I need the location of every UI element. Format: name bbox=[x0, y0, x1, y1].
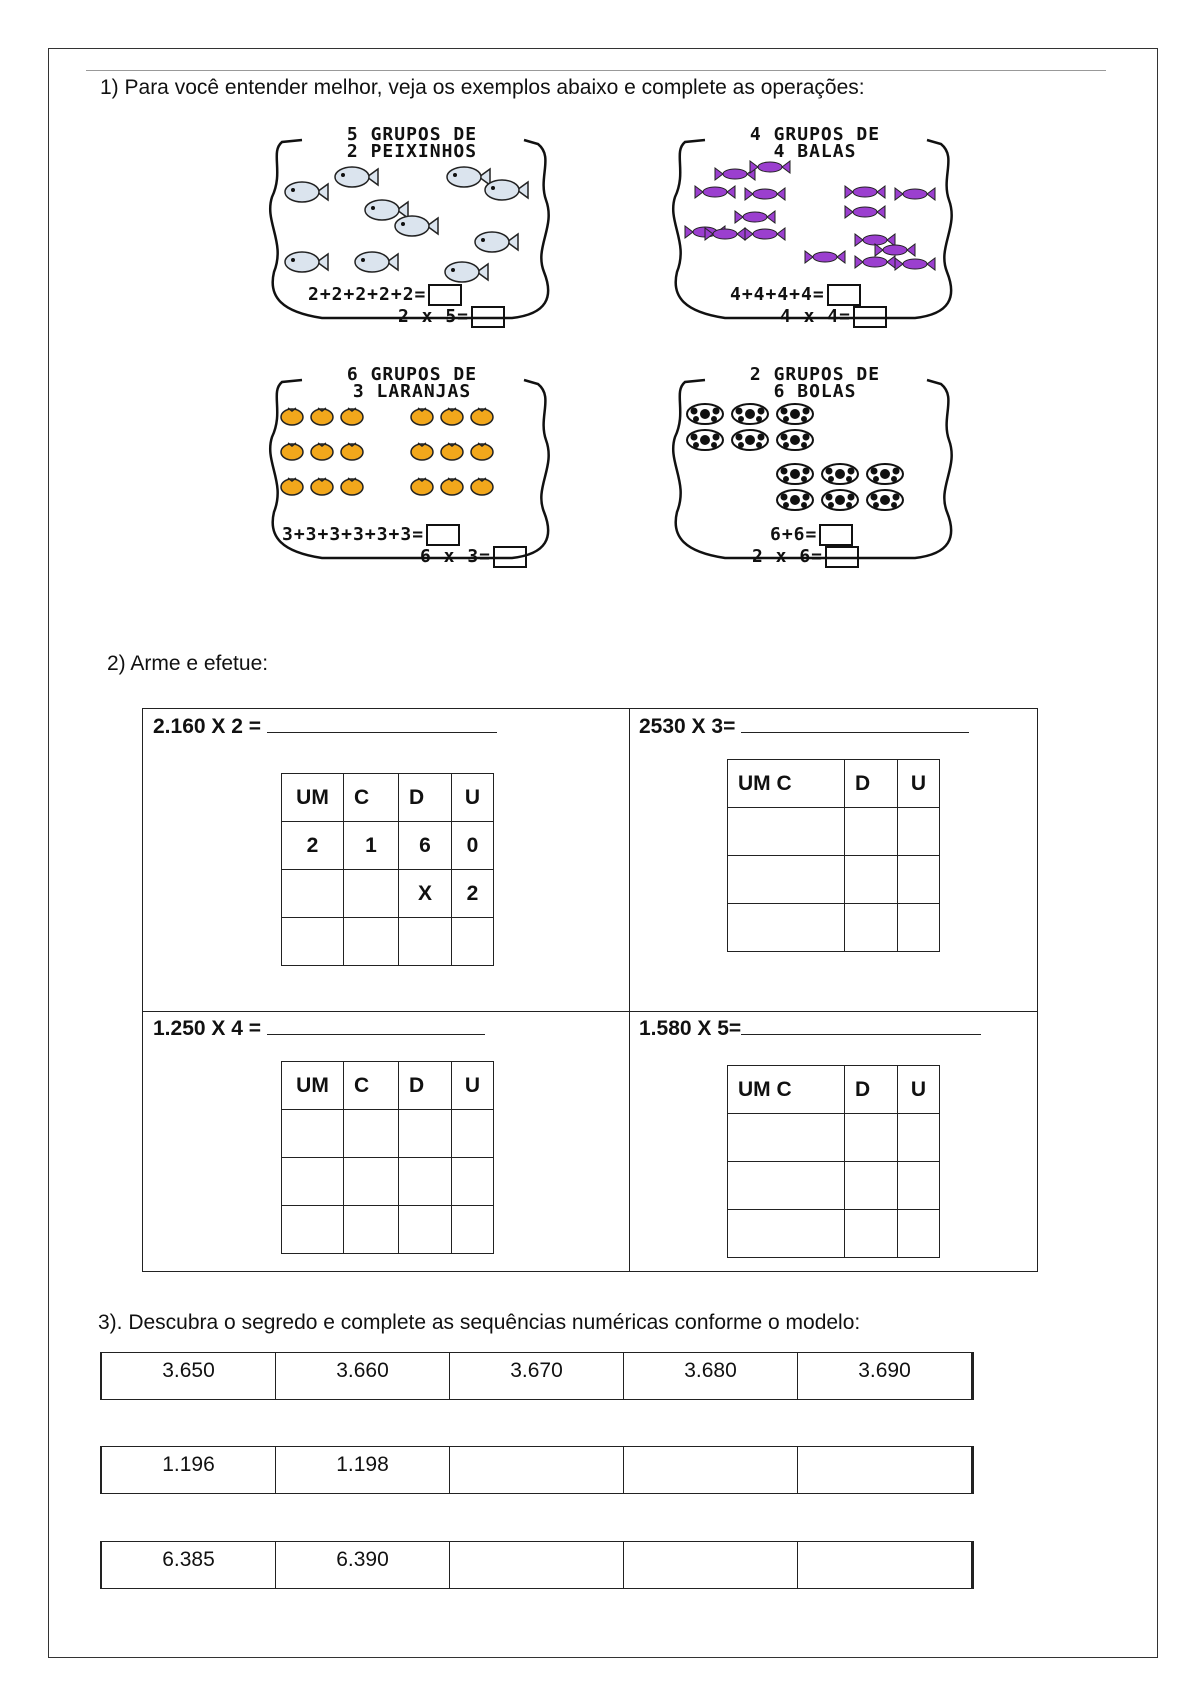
cell[interactable] bbox=[728, 1210, 845, 1258]
sequence-cell: 6.390 bbox=[276, 1542, 450, 1588]
soccer-ball-icon bbox=[822, 464, 858, 484]
grid-vertical-divider bbox=[629, 709, 630, 1271]
candy-icon bbox=[895, 258, 935, 270]
sequence-cell: 1.196 bbox=[102, 1447, 276, 1493]
sequence-cell: 1.198 bbox=[276, 1447, 450, 1493]
cell[interactable] bbox=[845, 808, 898, 856]
sequence-cell[interactable] bbox=[624, 1447, 798, 1493]
cell[interactable] bbox=[728, 1114, 845, 1162]
sum-equation bbox=[308, 284, 462, 306]
candy-icon bbox=[715, 168, 755, 180]
sequence-cell: 6.385 bbox=[102, 1542, 276, 1588]
soccer-ball-icon bbox=[867, 490, 903, 510]
cell[interactable] bbox=[898, 808, 940, 856]
equation-text: 6+6= bbox=[770, 524, 818, 545]
cell[interactable] bbox=[845, 1210, 898, 1258]
panel-title-line-2: 3 LARANJAS bbox=[352, 381, 472, 402]
equation-text: 2 x 6= bbox=[752, 546, 824, 567]
cell[interactable] bbox=[728, 1162, 845, 1210]
exercise-2-label: 2530 X 3= bbox=[639, 715, 969, 739]
sequence-cell: 3.680 bbox=[624, 1353, 798, 1399]
orange-icon bbox=[441, 443, 463, 460]
cell[interactable] bbox=[845, 904, 898, 952]
cell[interactable] bbox=[344, 1158, 399, 1206]
equation-text: 4+4+4+4= bbox=[730, 284, 825, 305]
equation-text: 6 x 3= bbox=[420, 546, 492, 567]
orange-icon bbox=[281, 443, 303, 460]
cell[interactable] bbox=[344, 1110, 399, 1158]
sequence-cell[interactable] bbox=[798, 1447, 971, 1493]
candy-icon bbox=[745, 188, 785, 200]
header-u: U bbox=[452, 774, 494, 822]
answer-box[interactable] bbox=[493, 546, 527, 568]
exercise-3-label: 1.250 X 4 = bbox=[153, 1017, 485, 1041]
candy-icon bbox=[805, 251, 845, 263]
answer-box[interactable] bbox=[471, 306, 505, 328]
sum-equation bbox=[730, 284, 861, 306]
equation-text: 4 x 4= bbox=[780, 306, 852, 327]
exercise-4-table bbox=[727, 1065, 940, 1258]
orange-icon bbox=[411, 478, 433, 495]
cell[interactable] bbox=[399, 1206, 452, 1254]
sequence-row-1 bbox=[100, 1352, 974, 1400]
sequence-cell[interactable] bbox=[450, 1542, 624, 1588]
cell[interactable] bbox=[282, 870, 344, 918]
answer-line[interactable] bbox=[267, 1034, 485, 1035]
cell[interactable] bbox=[344, 870, 399, 918]
candy-icon bbox=[845, 206, 885, 218]
answer-box[interactable] bbox=[825, 546, 859, 568]
candy-icon bbox=[735, 211, 775, 223]
orange-icon bbox=[311, 408, 333, 425]
candy-icon bbox=[695, 186, 735, 198]
cell[interactable] bbox=[898, 1162, 940, 1210]
multiplication-equation bbox=[752, 546, 859, 568]
cell[interactable] bbox=[845, 856, 898, 904]
sequence-cell[interactable] bbox=[450, 1447, 624, 1493]
header-c: C bbox=[344, 774, 399, 822]
cell[interactable] bbox=[399, 1158, 452, 1206]
answer-box[interactable] bbox=[428, 284, 462, 306]
cell[interactable] bbox=[282, 918, 344, 966]
cell[interactable] bbox=[452, 918, 494, 966]
sum-equation bbox=[282, 524, 460, 546]
header-d: D bbox=[845, 760, 898, 808]
sequence-cell[interactable] bbox=[624, 1542, 798, 1588]
question-3-title: 3). Descubra o segredo e complete as sequências numéricas conforme o modelo: bbox=[98, 1311, 861, 1334]
header-u: U bbox=[452, 1062, 494, 1110]
candy-icon bbox=[750, 161, 790, 173]
soccer-ball-icon bbox=[687, 404, 723, 424]
answer-box[interactable] bbox=[853, 306, 887, 328]
cell[interactable] bbox=[282, 1158, 344, 1206]
answer-line[interactable] bbox=[741, 732, 969, 733]
panel-title bbox=[665, 126, 965, 160]
soccer-ball-icon bbox=[822, 490, 858, 510]
exercise-4-label: 1.580 X 5= bbox=[639, 1017, 981, 1041]
cell[interactable] bbox=[282, 1110, 344, 1158]
header-rule bbox=[86, 70, 1106, 71]
header-u: U bbox=[898, 760, 940, 808]
exercise-grid bbox=[142, 708, 1038, 1272]
candy-icon bbox=[845, 186, 885, 198]
sequence-row-2 bbox=[100, 1446, 974, 1494]
header-c: C bbox=[344, 1062, 399, 1110]
soccer-ball-icon bbox=[732, 404, 768, 424]
header-um: UM bbox=[282, 1062, 344, 1110]
sequence-row-3 bbox=[100, 1541, 974, 1589]
question-1-title: 1) Para você entender melhor, veja os exemplos abaixo e complete as operações: bbox=[100, 76, 865, 99]
multiplication-equation bbox=[780, 306, 887, 328]
fish-icon bbox=[365, 200, 408, 220]
orange-icon bbox=[281, 478, 303, 495]
candy-icon bbox=[875, 244, 915, 256]
candy-icon bbox=[895, 188, 935, 200]
cell[interactable] bbox=[344, 918, 399, 966]
orange-icon bbox=[341, 443, 363, 460]
header-d: D bbox=[399, 1062, 452, 1110]
soccer-ball-icon bbox=[777, 490, 813, 510]
multiplication-equation bbox=[398, 306, 505, 328]
sequence-cell: 3.650 bbox=[102, 1353, 276, 1399]
soccer-ball-icon bbox=[777, 464, 813, 484]
candy-icon bbox=[745, 228, 785, 240]
sum-equation bbox=[770, 524, 853, 546]
cell[interactable]: 2 bbox=[282, 822, 344, 870]
fish-icon bbox=[485, 180, 528, 200]
equation-text: 2 x 5= bbox=[398, 306, 470, 327]
cell[interactable] bbox=[452, 1206, 494, 1254]
cell[interactable] bbox=[728, 808, 845, 856]
grid-horizontal-divider bbox=[143, 1011, 1037, 1012]
header-um: UM bbox=[282, 774, 344, 822]
cell[interactable] bbox=[728, 856, 845, 904]
soccer-ball-icon bbox=[732, 430, 768, 450]
cell[interactable] bbox=[282, 1206, 344, 1254]
orange-icon bbox=[411, 443, 433, 460]
panel-title-line-2: 2 PEIXINHOS bbox=[346, 141, 478, 162]
orange-icon bbox=[441, 408, 463, 425]
sequence-cell: 3.660 bbox=[276, 1353, 450, 1399]
orange-icon bbox=[471, 478, 493, 495]
panel-title bbox=[665, 366, 965, 400]
fish-icon bbox=[285, 182, 328, 202]
multiplication-equation bbox=[420, 546, 527, 568]
fish-icon bbox=[285, 252, 328, 272]
cell[interactable]: X bbox=[399, 870, 452, 918]
soccer-ball-icon bbox=[867, 464, 903, 484]
cell[interactable] bbox=[898, 1114, 940, 1162]
header-d: D bbox=[845, 1066, 898, 1114]
panel-title-line-1: 5 GRUPOS DE bbox=[346, 124, 478, 145]
equation-text: 3+3+3+3+3+3= bbox=[282, 524, 425, 545]
panel-title-line-1: 2 GRUPOS DE bbox=[749, 364, 881, 385]
exercise-2-table bbox=[727, 759, 940, 952]
orange-icon bbox=[311, 478, 333, 495]
soccer-ball-icon bbox=[687, 430, 723, 450]
orange-icon bbox=[471, 408, 493, 425]
fish-icon bbox=[335, 167, 378, 187]
cell[interactable] bbox=[399, 1110, 452, 1158]
fish-icon bbox=[355, 252, 398, 272]
question-2-title: 2) Arme e efetue: bbox=[107, 652, 269, 675]
panel-title-line-1: 4 GRUPOS DE bbox=[749, 124, 881, 145]
cell[interactable] bbox=[728, 904, 845, 952]
panel-title-line-2: 4 BALAS bbox=[773, 141, 857, 162]
soccer-ball-icon bbox=[777, 430, 813, 450]
cell[interactable]: 2 bbox=[452, 870, 494, 918]
fish-icon bbox=[445, 262, 488, 282]
fish-icon bbox=[395, 216, 438, 236]
answer-box[interactable] bbox=[426, 524, 460, 546]
header-um-c: UM C bbox=[728, 1066, 845, 1114]
answer-box[interactable] bbox=[819, 524, 853, 546]
cell[interactable] bbox=[898, 856, 940, 904]
exercise-1-label: 2.160 X 2 = bbox=[153, 715, 497, 739]
panel-title bbox=[262, 126, 562, 160]
cell[interactable] bbox=[344, 1206, 399, 1254]
answer-line[interactable] bbox=[741, 1034, 981, 1035]
orange-icon bbox=[471, 443, 493, 460]
panel-title bbox=[262, 366, 562, 400]
exercise-3-table bbox=[281, 1061, 494, 1254]
fish-icon bbox=[475, 232, 518, 252]
orange-icon bbox=[281, 408, 303, 425]
header-u: U bbox=[898, 1066, 940, 1114]
orange-icon bbox=[341, 478, 363, 495]
cell[interactable]: 0 bbox=[452, 822, 494, 870]
cell[interactable] bbox=[845, 1162, 898, 1210]
answer-line[interactable] bbox=[267, 732, 497, 733]
panel-title-line-2: 6 BOLAS bbox=[773, 381, 857, 402]
header-um-c: UM C bbox=[728, 760, 845, 808]
equation-text: 2+2+2+2+2= bbox=[308, 284, 427, 305]
cell[interactable] bbox=[898, 904, 940, 952]
answer-box[interactable] bbox=[827, 284, 861, 306]
cell[interactable] bbox=[452, 1110, 494, 1158]
candy-icon bbox=[855, 256, 895, 268]
orange-icon bbox=[311, 443, 333, 460]
orange-icon bbox=[341, 408, 363, 425]
cell[interactable] bbox=[845, 1114, 898, 1162]
orange-icon bbox=[411, 408, 433, 425]
cell[interactable] bbox=[399, 918, 452, 966]
sequence-cell: 3.690 bbox=[858, 1359, 911, 1382]
cell[interactable]: 1 bbox=[344, 822, 399, 870]
header-d: D bbox=[399, 774, 452, 822]
sequence-cell[interactable] bbox=[798, 1542, 971, 1588]
exercise-1-table bbox=[281, 773, 494, 966]
sequence-cell: 3.670 bbox=[450, 1353, 624, 1399]
orange-icon bbox=[441, 478, 463, 495]
cell[interactable] bbox=[898, 1210, 940, 1258]
panel-title-line-1: 6 GRUPOS DE bbox=[346, 364, 478, 385]
cell[interactable]: 6 bbox=[399, 822, 452, 870]
fish-icon bbox=[447, 167, 490, 187]
cell[interactable] bbox=[452, 1158, 494, 1206]
soccer-ball-icon bbox=[777, 404, 813, 424]
